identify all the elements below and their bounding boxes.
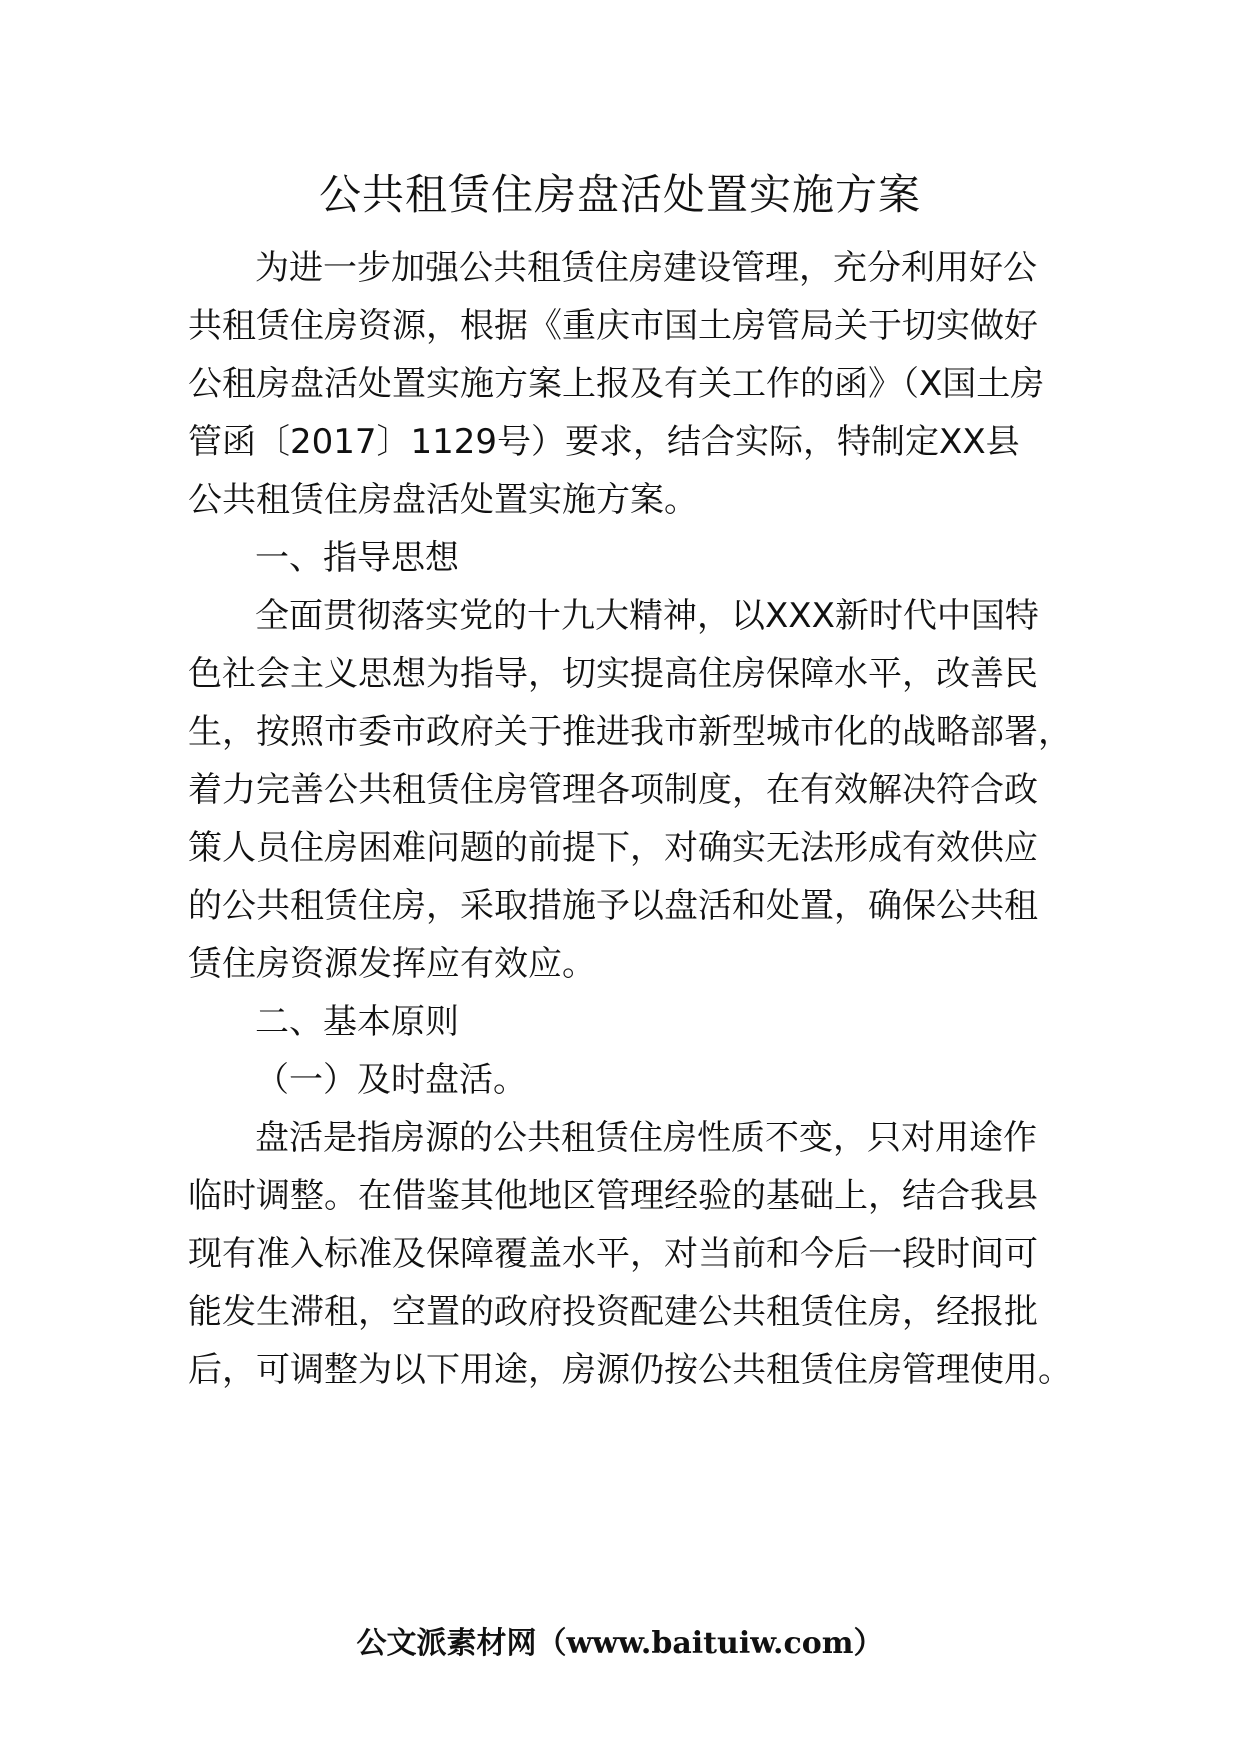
paragraph-line: 策人员住房困难问题的前提下，对确实无法形成有效供应	[188, 828, 1038, 868]
subsection-heading: （一）及时盘活。	[255, 1060, 527, 1100]
paragraph-line: 盘活是指房源的公共租赁住房性质不变，只对用途作	[255, 1118, 1037, 1158]
paragraph-line: 能发生滞租，空置的政府投资配建公共租赁住房，经报批	[188, 1292, 1038, 1332]
paragraph-line: 赁住房资源发挥应有效应。	[188, 944, 596, 984]
paragraph-line: 后，可调整为以下用途，房源仍按公共租赁住房管理使用。	[188, 1350, 1072, 1390]
paragraph-line: 为进一步加强公共租赁住房建设管理，充分利用好公	[255, 248, 1037, 288]
footer-watermark: 公文派素材网（www.baituiw.com）	[356, 1626, 884, 1661]
paragraph-line: 管函〔2017〕1129号）要求，结合实际，特制定XX县	[188, 422, 1020, 462]
paragraph-line: 现有准入标准及保障覆盖水平，对当前和今后一段时间可	[188, 1234, 1038, 1274]
paragraph-line: 着力完善公共租赁住房管理各项制度，在有效解决符合政	[188, 770, 1038, 810]
paragraph-line: 全面贯彻落实党的十九大精神，以XXX新时代中国特	[255, 596, 1039, 636]
paragraph-line: 色社会主义思想为指导，切实提高住房保障水平，改善民	[188, 654, 1038, 694]
paragraph-line: 临时调整。在借鉴其他地区管理经验的基础上，结合我县	[188, 1176, 1038, 1216]
document-title: 公共租赁住房盘活处置实施方案	[318, 170, 921, 219]
paragraph-line: 的公共租赁住房，采取措施予以盘活和处置，确保公共租	[188, 886, 1038, 926]
paragraph-line: 生，按照市委市政府关于推进我市新型城市化的战略部署，	[188, 712, 1072, 752]
paragraph-line: 共租赁住房资源，根据《重庆市国土房管局关于切实做好	[188, 306, 1038, 346]
section-heading-2: 二、基本原则	[255, 1002, 459, 1042]
paragraph-line: 公共租赁住房盘活处置实施方案。	[188, 480, 698, 520]
section-heading-1: 一、指导思想	[255, 538, 459, 578]
paragraph-line: 公租房盘活处置实施方案上报及有关工作的函》（X国土房	[188, 364, 1045, 404]
